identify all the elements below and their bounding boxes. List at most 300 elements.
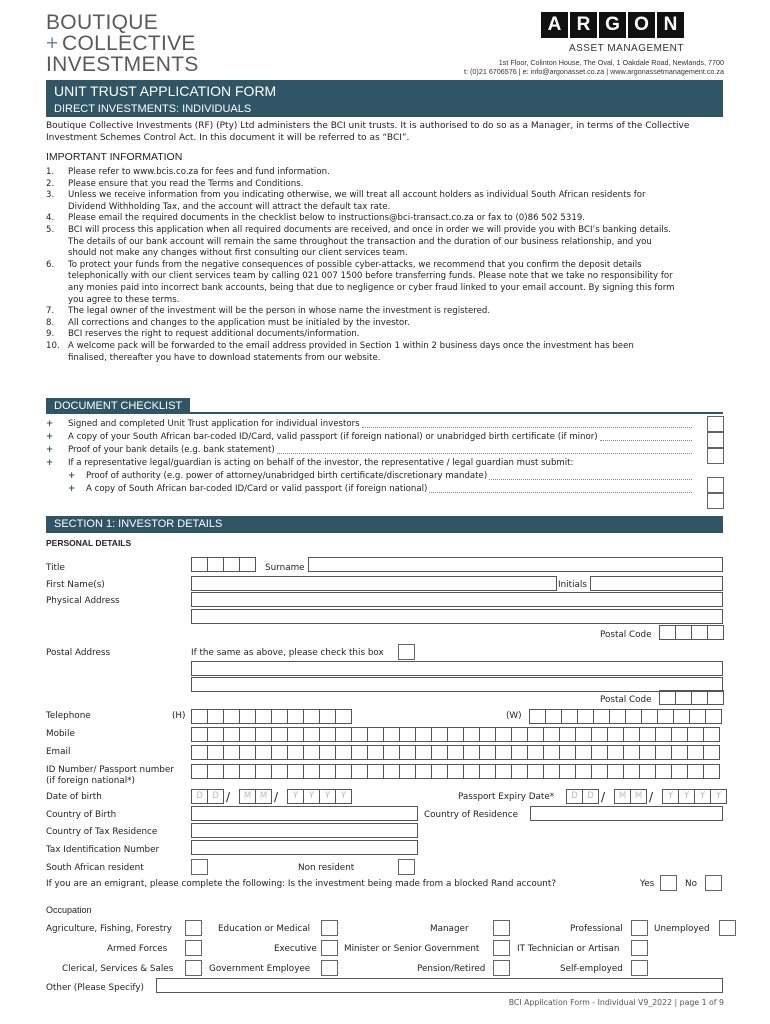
item-number: 8. [46, 317, 55, 328]
occupation-checkbox[interactable] [185, 920, 202, 936]
email-cell[interactable] [431, 745, 448, 760]
plus-icon: + [46, 419, 54, 429]
physical-address-label: Physical Address [46, 596, 120, 606]
mobile-cell[interactable] [495, 727, 512, 742]
postal-code-cell[interactable] [691, 625, 708, 640]
mobile-cell[interactable] [687, 727, 704, 742]
plus-icon: + [68, 484, 76, 494]
other-label: Other (Please Specify) [46, 983, 144, 993]
id-cell[interactable] [623, 764, 640, 779]
item-number: 6. [46, 259, 55, 270]
email-cell[interactable] [207, 745, 224, 760]
plus-icon: + [46, 458, 54, 468]
email-cell[interactable] [623, 745, 640, 760]
mobile-cell[interactable] [239, 727, 256, 742]
mobile-cell[interactable] [463, 727, 480, 742]
id-cell[interactable] [607, 764, 624, 779]
section1-heading: SECTION 1: INVESTOR DETAILS [54, 518, 223, 530]
id-cell[interactable] [463, 764, 480, 779]
email-cell[interactable] [559, 745, 576, 760]
item-line: telephonically with our client services team by calling 021 007 1500 before transferring funds. Please note that we take no responsibility for [68, 271, 673, 282]
mobile-cell[interactable] [271, 727, 288, 742]
item-number: 3. [46, 190, 55, 201]
occupation-label: Clerical, Services & Sales [62, 964, 174, 974]
date-cell[interactable]: Y [662, 789, 679, 804]
id-cell[interactable] [543, 764, 560, 779]
id-cell[interactable] [479, 764, 496, 779]
mobile-cell[interactable] [655, 727, 672, 742]
id-cell[interactable] [527, 764, 544, 779]
telephone-cell[interactable] [641, 709, 658, 724]
date-cell[interactable]: D [191, 789, 208, 804]
date-cell[interactable]: Y [319, 789, 336, 804]
postal-code-cell[interactable] [675, 625, 692, 640]
telephone-cell[interactable] [689, 709, 706, 724]
mobile-cell[interactable] [703, 727, 720, 742]
title-cell[interactable] [191, 557, 208, 572]
occupation-checkbox[interactable] [321, 940, 338, 956]
postal-code-cell[interactable] [659, 690, 676, 705]
mobile-cell[interactable] [383, 727, 400, 742]
first-names-label: First Name(s) [46, 580, 105, 590]
item-text [68, 213, 585, 225]
id-cell[interactable] [511, 764, 528, 779]
mobile-cell[interactable] [575, 727, 592, 742]
title-cell[interactable] [207, 557, 224, 572]
item-number: 2. [46, 178, 55, 189]
mobile-cell[interactable] [303, 727, 320, 742]
item-text [68, 179, 303, 191]
non-resident-checkbox[interactable] [398, 859, 415, 875]
telephone-cell[interactable] [673, 709, 690, 724]
occupation-checkbox[interactable] [185, 940, 202, 956]
checklist-checkbox[interactable] [707, 448, 724, 464]
telephone-cell[interactable] [303, 709, 320, 724]
title-cell[interactable] [239, 557, 256, 572]
mobile-cell[interactable] [431, 727, 448, 742]
info-item [46, 179, 726, 191]
info-item [46, 318, 726, 330]
checklist-heading: DOCUMENT CHECKLIST [46, 398, 190, 414]
yes-label: Yes [640, 879, 655, 889]
form-subtitle: DIRECT INVESTMENTS: INDIVIDUALS [54, 103, 252, 115]
email-label: Email [46, 747, 71, 757]
telephone-cell[interactable] [609, 709, 626, 724]
occupation-checkbox[interactable] [321, 960, 338, 976]
mobile-cell[interactable] [255, 727, 272, 742]
country-tax-field[interactable] [191, 823, 418, 838]
occupation-label: Education or Medical [218, 924, 311, 934]
info-item [46, 260, 726, 306]
important-list [46, 167, 726, 364]
checklist-item [46, 444, 698, 457]
id-cell[interactable] [239, 764, 256, 779]
checklist-label: Proof of your bank details (e.g. bank statement) [68, 445, 275, 455]
info-item [46, 329, 726, 341]
email-cell[interactable] [399, 745, 416, 760]
mobile-cell[interactable] [335, 727, 352, 742]
initials-field[interactable] [590, 576, 723, 591]
mobile-cell[interactable] [607, 727, 624, 742]
info-item [46, 341, 726, 364]
date-cell[interactable]: D [207, 789, 224, 804]
mobile-cell[interactable] [223, 727, 240, 742]
telephone-cell[interactable] [239, 709, 256, 724]
occupation-label: Executive [274, 944, 317, 954]
email-cell[interactable] [703, 745, 720, 760]
date-separator: / [274, 790, 279, 804]
dob-label: Date of birth [46, 792, 102, 802]
item-number: 5. [46, 224, 55, 235]
mobile-cell[interactable] [527, 727, 544, 742]
email-cell[interactable] [415, 745, 432, 760]
id-cell[interactable] [575, 764, 592, 779]
mobile-cell[interactable] [447, 727, 464, 742]
postal-code-label: Postal Code [600, 695, 652, 705]
tin-field[interactable] [191, 840, 418, 855]
postal-code-cell[interactable] [659, 625, 676, 640]
intro-text [46, 120, 726, 144]
id-cell[interactable] [191, 764, 208, 779]
date-cell[interactable]: D [582, 789, 599, 804]
occupation-label: Unemployed [654, 924, 710, 934]
logo-line-1: BOUTIQUE [46, 11, 159, 34]
checklist-subitem [46, 470, 698, 483]
item-number: 1. [46, 167, 55, 177]
telephone-cell[interactable] [625, 709, 642, 724]
id-cell[interactable] [223, 764, 240, 779]
email-cell[interactable] [223, 745, 240, 760]
occupation-checkbox[interactable] [631, 920, 648, 936]
email-cell[interactable] [639, 745, 656, 760]
item-text [68, 260, 674, 306]
plus-icon: + [46, 445, 54, 455]
id-cell[interactable] [399, 764, 416, 779]
logo-line-3: INVESTMENTS [46, 53, 199, 76]
no-label: No [685, 879, 697, 889]
emigrant-question: If you are an emigrant, please complete the following: Is the investment being made from a blocked Rand account? [46, 879, 556, 889]
id-cell[interactable] [639, 764, 656, 779]
checklist-label: Signed and completed Unit Trust application for individual investors [68, 419, 360, 429]
email-cell[interactable] [367, 745, 384, 760]
item-line: Please ensure that you read the Terms and Conditions. [68, 178, 304, 189]
date-cell[interactable]: Y [694, 789, 711, 804]
postal-code-cell[interactable] [675, 690, 692, 705]
country-birth-field[interactable] [191, 806, 418, 821]
date-separator: / [601, 790, 606, 804]
id-cell[interactable] [335, 764, 352, 779]
id-cell[interactable] [383, 764, 400, 779]
other-field[interactable] [156, 978, 723, 993]
item-line: To protect your funds from the negative consequences of possible cyber-attacks, we recommend that you confirm the deposit details [68, 259, 642, 270]
item-text [68, 306, 490, 318]
telephone-cell[interactable] [529, 709, 546, 724]
telephone-cell[interactable] [255, 709, 272, 724]
email-cell[interactable] [607, 745, 624, 760]
telephone-cell[interactable] [593, 709, 610, 724]
id-cell[interactable] [591, 764, 608, 779]
postal-code-cell[interactable] [707, 690, 724, 705]
id-cell[interactable] [303, 764, 320, 779]
telephone-label: Telephone [46, 711, 91, 721]
date-cell[interactable]: Y [678, 789, 695, 804]
id-cell[interactable] [287, 764, 304, 779]
initials-label: Initials [558, 580, 587, 590]
id-cell[interactable] [271, 764, 288, 779]
checklist-label: If a representative legal/guardian is acting on behalf of the investor, the representative / legal guardian must submit: [68, 458, 574, 468]
mobile-cell[interactable] [623, 727, 640, 742]
occupation-checkbox[interactable] [719, 920, 736, 936]
email-cell[interactable] [511, 745, 528, 760]
intro-line: Boutique Collective Investments (RF) (Pty) Ltd administers the BCI unit trusts. It is authorised to do so as a Manager, in terms of the Collective [46, 121, 690, 131]
mobile-cell[interactable] [543, 727, 560, 742]
contact-line: t: (0)21 6706576 | e: info@argonasset.co.za | www.argonassetmanagement.co.za [464, 67, 724, 76]
physical-address-line[interactable] [191, 609, 723, 624]
item-line: Unless we receive information from you indicating otherwise, we will treat all account holders as individual South African residents for [68, 190, 646, 201]
id-cell[interactable] [207, 764, 224, 779]
item-text [68, 167, 330, 179]
occupation-checkbox[interactable] [631, 940, 648, 956]
email-cell[interactable] [191, 745, 208, 760]
postal-address-label: Postal Address [46, 648, 111, 658]
item-number: 10. [46, 340, 60, 351]
mobile-cell[interactable] [207, 727, 224, 742]
id-cell[interactable] [687, 764, 704, 779]
id-cell[interactable] [559, 764, 576, 779]
plus-icon: + [46, 432, 54, 442]
mobile-cell[interactable] [367, 727, 384, 742]
item-number: 4. [46, 213, 55, 224]
plus-icon: + [46, 32, 59, 55]
item-line: The details of our bank account will remain the same throughout the transaction and the duration of our business relationship, and you [68, 236, 652, 247]
postal-address-line[interactable] [191, 661, 723, 676]
email-cell[interactable] [687, 745, 704, 760]
item-line: should not make any changes without first consulting our client services team. [68, 248, 408, 259]
same-as-checkbox[interactable] [398, 644, 415, 660]
telephone-cell[interactable] [287, 709, 304, 724]
email-cell[interactable] [383, 745, 400, 760]
address-line: 1st Floor, Colinton House, The Oval, 1 Oakdale Road, Newlands, 7700 [498, 58, 724, 67]
email-cell[interactable] [495, 745, 512, 760]
tin-label: Tax Identification Number [46, 845, 160, 855]
sa-resident-label: South African resident [46, 863, 144, 873]
occupation-checkbox[interactable] [631, 960, 648, 976]
id-cell[interactable] [495, 764, 512, 779]
id-cell[interactable] [351, 764, 368, 779]
email-cell[interactable] [655, 745, 672, 760]
occupation-checkbox[interactable] [493, 960, 510, 976]
sa-resident-checkbox[interactable] [191, 859, 208, 875]
occupation-checkbox[interactable] [493, 920, 510, 936]
telephone-cell[interactable] [705, 709, 722, 724]
date-cell[interactable]: Y [335, 789, 352, 804]
intro-line: Investment Schemes Control Act. In this document it will be referred to as “BCI”. [46, 133, 410, 143]
telephone-cell[interactable] [561, 709, 578, 724]
checklist-label: A copy of your South African bar-coded ID/Card, valid passport (if foreign national) or unabridged birth certificate (if minor) [68, 432, 598, 442]
occupation-checkbox[interactable] [321, 920, 338, 936]
item-number: 7. [46, 306, 55, 317]
email-cell[interactable] [319, 745, 336, 760]
form-title-banner [46, 80, 723, 117]
postal-code-label: Postal Code [600, 630, 652, 640]
item-text [68, 341, 634, 364]
email-cell[interactable] [671, 745, 688, 760]
passport-expiry-label: Passport Expiry Date* [458, 792, 555, 802]
checklist-subitem [46, 483, 698, 496]
info-item [46, 225, 726, 260]
form-title: UNIT TRUST APPLICATION FORM [54, 83, 277, 99]
date-cell[interactable]: D [566, 789, 583, 804]
mobile-cell[interactable] [351, 727, 368, 742]
date-cell[interactable]: M [239, 789, 256, 804]
argon-letter: A [541, 12, 568, 38]
email-cell[interactable] [239, 745, 256, 760]
title-cell[interactable] [223, 557, 240, 572]
mobile-cell[interactable] [479, 727, 496, 742]
info-item [46, 306, 726, 318]
occupation-label: Professional [570, 924, 623, 934]
date-cell[interactable]: M [255, 789, 272, 804]
email-cell[interactable] [447, 745, 464, 760]
id-cell[interactable] [415, 764, 432, 779]
country-residence-label: Country of Residence [424, 810, 518, 820]
mobile-cell[interactable] [399, 727, 416, 742]
plus-icon: + [68, 471, 76, 481]
checklist-checkbox[interactable] [707, 477, 724, 493]
item-number: 9. [46, 329, 55, 340]
mobile-cell[interactable] [191, 727, 208, 742]
postal-code-cell[interactable] [691, 690, 708, 705]
date-separator: / [649, 790, 654, 804]
email-cell[interactable] [303, 745, 320, 760]
physical-address-line[interactable] [191, 592, 723, 607]
date-cell[interactable]: Y [710, 789, 727, 804]
email-cell[interactable] [335, 745, 352, 760]
telephone-cell[interactable] [319, 709, 336, 724]
argon-letter: O [628, 12, 655, 38]
checklist-item [46, 457, 698, 470]
non-resident-label: Non resident [298, 863, 355, 873]
title-label: Title [46, 563, 65, 573]
logo-line-2: COLLECTIVE [62, 32, 196, 55]
email-cell[interactable] [271, 745, 288, 760]
telephone-cell[interactable] [335, 709, 352, 724]
item-line: Please refer to www.bcis.co.za for fees and fund information. [68, 167, 330, 177]
occupation-heading: Occupation [46, 905, 92, 915]
checklist-checkbox[interactable] [707, 432, 724, 448]
occupation-label: Minister or Senior Government [344, 944, 480, 954]
mobile-label: Mobile [46, 729, 75, 739]
telephone-cell[interactable] [223, 709, 240, 724]
occupation-label: Armed Forces [107, 944, 168, 954]
email-cell[interactable] [287, 745, 304, 760]
date-cell[interactable]: Y [303, 789, 320, 804]
date-cell[interactable]: M [630, 789, 647, 804]
item-line: Dividend Withholding Tax, and the account will attract the default tax rate. [68, 201, 391, 212]
email-cell[interactable] [463, 745, 480, 760]
mobile-cell[interactable] [287, 727, 304, 742]
id-cell[interactable] [319, 764, 336, 779]
email-cell[interactable] [351, 745, 368, 760]
telephone-cell[interactable] [207, 709, 224, 724]
item-line: BCI reserves the right to request additional documents/information. [68, 329, 360, 340]
argon-logo [541, 12, 684, 38]
mobile-cell[interactable] [415, 727, 432, 742]
first-names-field[interactable] [191, 576, 557, 591]
item-text [68, 329, 360, 341]
mobile-cell[interactable] [511, 727, 528, 742]
mobile-cell[interactable] [639, 727, 656, 742]
id-cell[interactable] [671, 764, 688, 779]
home-label: (H) [172, 711, 186, 721]
id-cell[interactable] [447, 764, 464, 779]
email-cell[interactable] [527, 745, 544, 760]
id-cell[interactable] [367, 764, 384, 779]
id-label-note: (if foreign national*) [46, 776, 135, 786]
date-cell[interactable]: Y [287, 789, 304, 804]
same-as-label: If the same as above, please check this box [191, 648, 384, 658]
item-line: The legal owner of the investment will be the person in whose name the investment is registered. [68, 306, 491, 317]
country-residence-field[interactable] [530, 806, 723, 821]
info-item [46, 213, 726, 225]
info-item [46, 190, 726, 213]
mobile-cell[interactable] [591, 727, 608, 742]
email-cell[interactable] [255, 745, 272, 760]
telephone-cell[interactable] [545, 709, 562, 724]
occupation-label: IT Technician or Artisan [517, 944, 620, 954]
no-checkbox[interactable] [705, 875, 722, 891]
argon-letter: N [657, 12, 684, 38]
id-cell[interactable] [703, 764, 720, 779]
item-line: you agree to these terms. [68, 294, 180, 305]
mobile-cell[interactable] [319, 727, 336, 742]
personal-details-heading: PERSONAL DETAILS [46, 538, 132, 548]
item-text [68, 225, 671, 260]
occupation-label: Self-employed [560, 964, 623, 974]
checklist-checkbox[interactable] [707, 493, 724, 509]
date-cell[interactable]: M [614, 789, 631, 804]
telephone-cell[interactable] [271, 709, 288, 724]
item-line: finalised, thereafter you have to download statements from our website. [68, 352, 381, 363]
occupation-checkbox[interactable] [493, 940, 510, 956]
telephone-cell[interactable] [657, 709, 674, 724]
telephone-cell[interactable] [577, 709, 594, 724]
country-tax-label: Country of Tax Residence [46, 827, 158, 837]
postal-code-cell[interactable] [707, 625, 724, 640]
email-cell[interactable] [591, 745, 608, 760]
email-cell[interactable] [543, 745, 560, 760]
email-cell[interactable] [575, 745, 592, 760]
mobile-cell[interactable] [671, 727, 688, 742]
info-item [46, 167, 726, 179]
boutique-logo [46, 12, 226, 75]
item-line: A welcome pack will be forwarded to the email address provided in Section 1 within 2 business days once the investment has been [68, 340, 634, 351]
id-cell[interactable] [255, 764, 272, 779]
yes-checkbox[interactable] [660, 875, 677, 891]
checklist-label: A copy of South African bar-coded ID/Card or valid passport (if foreign national) [86, 484, 428, 494]
item-text [68, 318, 410, 330]
postal-address-line[interactable] [191, 677, 723, 692]
occupation-checkbox[interactable] [185, 960, 202, 976]
email-cell[interactable] [479, 745, 496, 760]
checklist [46, 418, 698, 496]
id-cell[interactable] [655, 764, 672, 779]
mobile-cell[interactable] [559, 727, 576, 742]
surname-field[interactable] [308, 557, 723, 572]
checklist-checkbox[interactable] [707, 416, 724, 432]
id-cell[interactable] [431, 764, 448, 779]
telephone-cell[interactable] [191, 709, 208, 724]
